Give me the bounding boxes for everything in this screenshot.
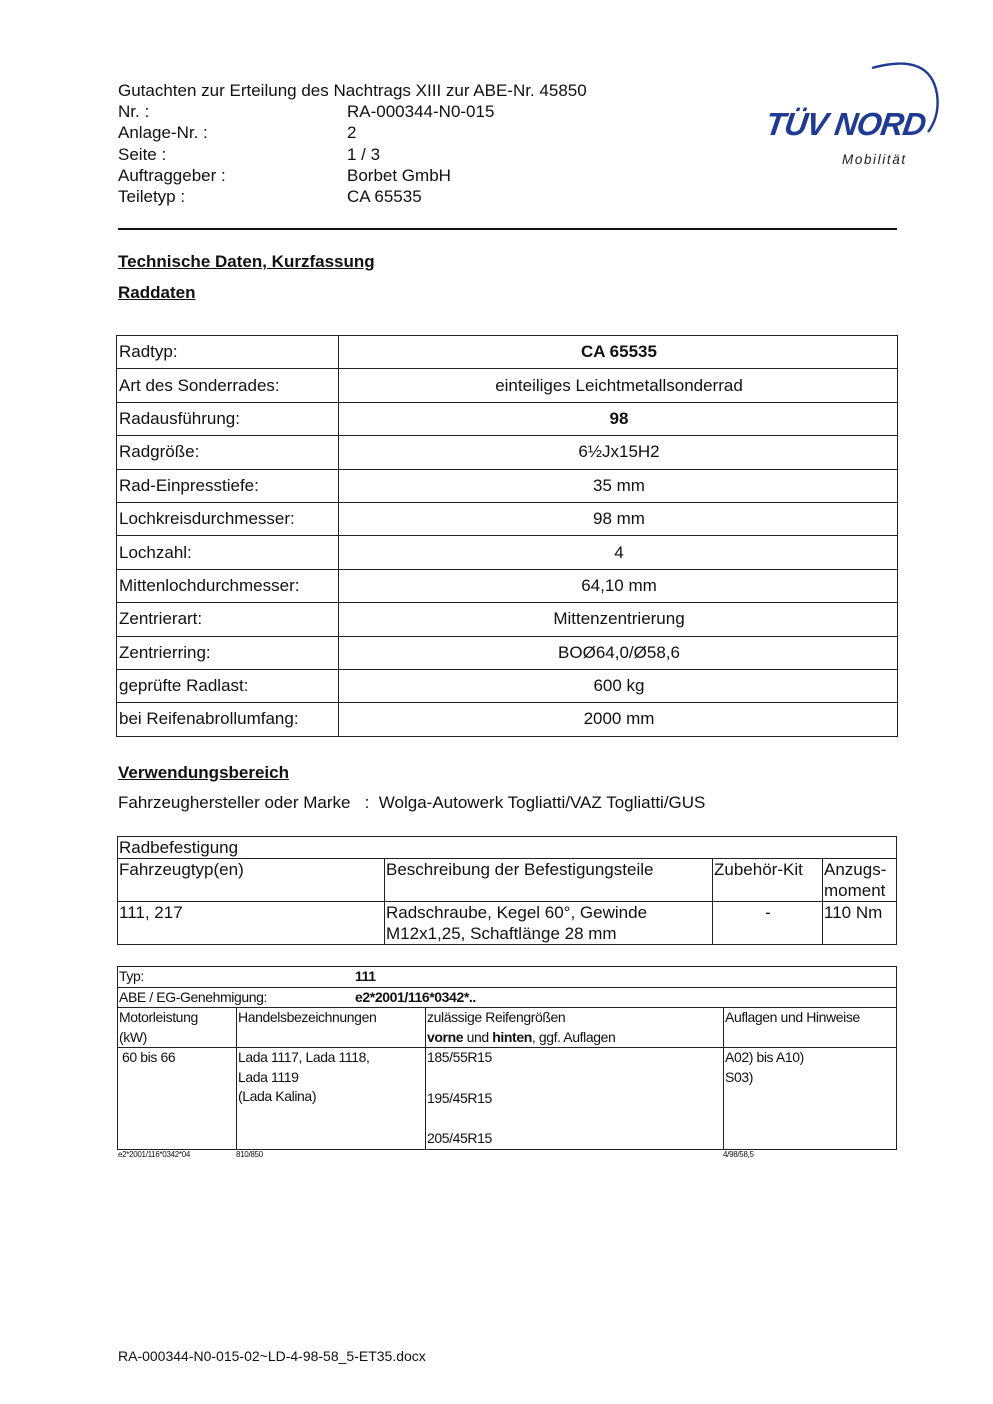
raddaten-row — [117, 569, 898, 602]
raddaten-row — [117, 369, 898, 402]
cell-auflagen: A02) bis A10) S03) — [724, 1048, 897, 1150]
header-fahrzeugtypen: Fahrzeugtyp(en) — [118, 859, 385, 902]
header-auflagen: Auflagen und Hinweise — [724, 1008, 897, 1048]
raddaten-value: CA 65535 — [339, 336, 898, 369]
section-verwendungsbereich: Verwendungsbereich — [118, 763, 289, 782]
header-field-auftraggeber — [118, 165, 758, 186]
reifen-header-line1: zulässige Reifengrößen — [427, 1009, 566, 1025]
tuev-nord-logo — [760, 56, 950, 176]
raddaten-row — [117, 703, 898, 736]
header-value: RA-000344-N0-015 — [347, 102, 495, 122]
raddaten-row — [117, 469, 898, 502]
section-technische-daten: Technische Daten, Kurzfassung — [118, 252, 375, 271]
raddaten-row — [117, 603, 898, 636]
raddaten-value: 35 mm — [339, 469, 898, 502]
raddaten-value: 6½Jx15H2 — [339, 436, 898, 469]
header-label: Anlage-Nr. : — [118, 123, 208, 143]
raddaten-value: Mittenzentrierung — [339, 603, 898, 636]
abe-label: ABE / EG-Genehmigung: — [119, 988, 268, 1005]
raddaten-row — [117, 536, 898, 569]
raddaten-row — [117, 502, 898, 535]
raddaten-value: 4 — [339, 536, 898, 569]
header-label: Teiletyp : — [118, 187, 186, 207]
cell-handelsbezeichnungen: Lada 1117, Lada 1118, Lada 1119 (Lada Kalina) — [237, 1048, 426, 1150]
typ-table — [117, 966, 897, 1150]
header-label: Auftraggeber : — [118, 165, 226, 185]
raddaten-value: 2000 mm — [339, 703, 898, 736]
raddaten-value: 600 kg — [339, 669, 898, 702]
cell-zubehoer-kit: - — [713, 902, 823, 945]
footer-filename: RA-000344-N0-015-02~LD-4-98-58_5-ET35.docx — [118, 1348, 426, 1364]
typ-row — [118, 967, 897, 988]
tyre-size: 205/45R15 — [427, 1130, 492, 1146]
raddaten-row — [117, 436, 898, 469]
code-abe: e2*2001/116*0342*04 — [118, 1150, 191, 1159]
raddaten-value: 64,10 mm — [339, 569, 898, 602]
raddaten-label: Zentrierring: — [117, 636, 339, 669]
header-reifengroessen — [426, 1008, 724, 1048]
header-field-nr — [118, 101, 758, 122]
reifen-und: und — [463, 1028, 493, 1045]
section-raddaten: Raddaten — [118, 283, 196, 302]
header-field-anlage — [118, 122, 758, 143]
header-divider — [118, 228, 897, 230]
document-header — [118, 80, 758, 207]
code-auflagen: 4/98/58,5 — [723, 1150, 754, 1159]
typ-label: Typ: — [119, 968, 144, 984]
raddaten-row — [117, 336, 898, 369]
raddaten-label: Radausführung: — [117, 402, 339, 435]
raddaten-label: Lochkreisdurchmesser: — [117, 502, 339, 535]
cell-anzugsmoment: 110 Nm — [823, 902, 897, 945]
raddaten-row — [117, 402, 898, 435]
header-value: CA 65535 — [347, 187, 422, 207]
header-zubehoer-kit: Zubehör-Kit — [713, 859, 823, 902]
header-anzugsmoment: Anzugs- moment — [823, 859, 897, 902]
header-field-teiletyp — [118, 186, 758, 207]
reifen-rest: , ggf. Auflagen — [531, 1028, 616, 1045]
logo-brand: TÜV NORD — [763, 106, 928, 142]
header-value: 2 — [347, 123, 357, 143]
raddaten-label: Art des Sonderrades: — [117, 369, 339, 402]
cell-fahrzeugtypen: 111, 217 — [118, 902, 385, 945]
typ-value: 111 — [355, 968, 376, 984]
raddaten-value: BOØ64,0/Ø58,6 — [339, 636, 898, 669]
tyre-size: 195/45R15 — [427, 1089, 492, 1106]
raddaten-row — [117, 636, 898, 669]
radbefestigung-table — [117, 836, 897, 945]
usage-line: Fahrzeughersteller oder Marke : Wolga-Autowerk Togliatti/VAZ Togliatti/GUS — [118, 793, 706, 812]
logo-subtitle: Mobilität — [842, 152, 907, 167]
usage-label: Fahrzeughersteller oder Marke — [118, 793, 351, 812]
raddaten-label: Radtyp: — [117, 336, 339, 369]
header-handelsbezeichnungen: Handelsbezeichnungen — [237, 1008, 426, 1048]
raddaten-label: Lochzahl: — [117, 536, 339, 569]
tyre-size: 185/55R15 — [427, 1049, 492, 1065]
abe-value: e2*2001/116*0342*.. — [355, 988, 476, 1005]
document-title: Gutachten zur Erteilung des Nachtrags XIII zur ABE-Nr. 45850 — [118, 81, 587, 100]
raddaten-value: 98 — [339, 402, 898, 435]
abe-row — [118, 987, 897, 1008]
header-beschreibung: Beschreibung der Befestigungsteile — [385, 859, 713, 902]
raddaten-row — [117, 669, 898, 702]
raddaten-label: Zentrierart: — [117, 603, 339, 636]
header-value: 1 / 3 — [347, 144, 381, 164]
header-label: Seite : — [118, 144, 167, 164]
cell-reifengroessen — [426, 1048, 724, 1150]
header-motorleistung: Motorleistung (kW) — [118, 1008, 237, 1048]
reifen-vorne: vorne — [427, 1028, 464, 1045]
header-field-seite — [118, 144, 758, 165]
header-label: Nr. : — [118, 102, 150, 122]
code-handel: 810/850 — [236, 1150, 263, 1159]
cell-beschreibung: Radschraube, Kegel 60°, Gewinde M12x1,25, Schaftlänge 28 mm — [385, 902, 713, 945]
raddaten-label: Mittenlochdurchmesser: — [117, 569, 339, 602]
raddaten-label: geprüfte Radlast: — [117, 669, 339, 702]
usage-value: Wolga-Autowerk Togliatti/VAZ Togliatti/GUS — [378, 793, 706, 812]
raddaten-label: Radgröße: — [117, 436, 339, 469]
raddaten-value: 98 mm — [339, 502, 898, 535]
radbefestigung-title: Radbefestigung — [118, 837, 897, 859]
cell-motorleistung: 60 bis 66 — [118, 1048, 237, 1150]
raddaten-label: bei Reifenabrollumfang: — [117, 703, 339, 736]
raddaten-table — [116, 335, 898, 737]
header-value: Borbet GmbH — [347, 165, 451, 185]
raddaten-value: einteiliges Leichtmetallsonderrad — [339, 369, 898, 402]
raddaten-label: Rad-Einpresstiefe: — [117, 469, 339, 502]
reifen-hinten: hinten — [492, 1028, 532, 1045]
